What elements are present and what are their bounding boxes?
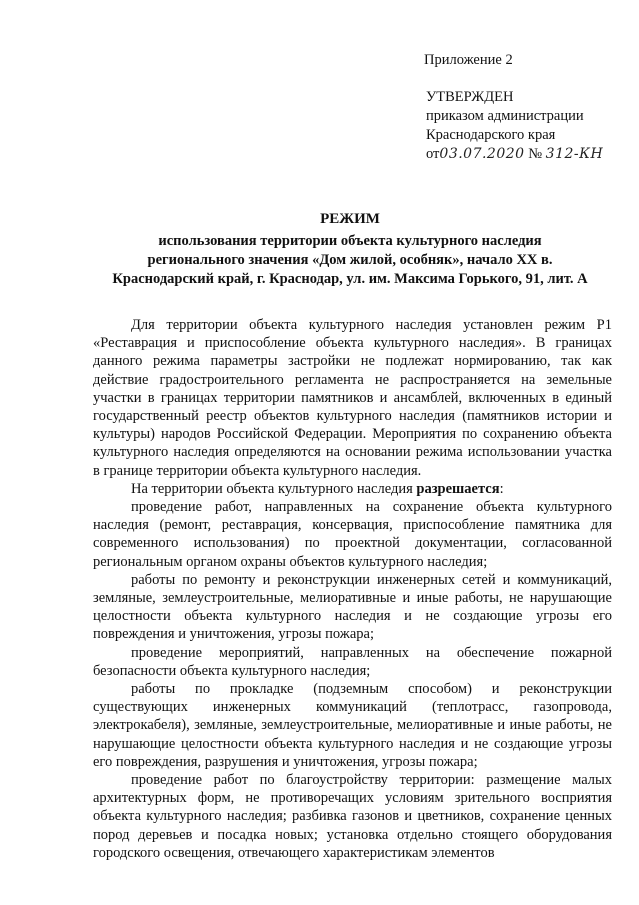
title-line-1: использования территории объекта культурного наследия (158, 233, 542, 249)
date-prefix: от (426, 146, 440, 162)
permitted-item-3: проведение мероприятий, направленных на обеспечение пожарной безопасности объекта культурного наследия; (93, 644, 612, 679)
document-title (80, 210, 620, 289)
approved-heading: УТВЕРЖДЕН (426, 89, 514, 105)
handwritten-date: 03.07.2020 (439, 146, 525, 162)
permitted-keyword: разрешается (416, 480, 500, 497)
permitted-intro-text: На территории объекта культурного наследия (131, 480, 417, 497)
approval-block (426, 88, 603, 164)
title-line-3: Краснодарский край, г. Краснодар, ул. им. Максима Горького, 91, лит. А (112, 271, 588, 287)
number-sign: № (528, 146, 543, 162)
date-number-line (426, 145, 603, 164)
handwritten-number: 312-КН (545, 146, 604, 162)
approved-line-1: приказом администрации (426, 108, 584, 124)
document-body (93, 316, 612, 862)
intro-paragraph: Для территории объекта культурного наследия установлен режим Р1 «Реставрация и приспособление объекта культурного наследия». В границах данного режима параметры застройки не подлежат нормированию, так как действие градостроительного регламента не распространяется на земельные участки в границах территории памятников и ансамблей, включенных в единый государственный реестр объектов культурного наследия (памятников истории и культуры) народов Российской Федерации. Мероприятия по сохранению объекта культурного наследия определяются на основании режима использовании участка в границе территории объекта культурного наследия. (93, 317, 612, 479)
title-heading: РЕЖИМ (320, 211, 380, 227)
permitted-colon: : (499, 480, 504, 497)
permitted-item-1: проведение работ, направленных на сохранение объекта культурного наследия (ремонт, реставрация, консервация, приспособление памятника для современного использования) по проектной документации, согласованной региональным органом охраны объектов культурного наследия; (93, 499, 612, 570)
permitted-item-5: проведение работ по благоустройству территории: размещение малых архитектурных форм, не противоречащих условиям зрительного восприятия объекта культурного наследия; разбивка газонов и цветников, сохранение ценных пород деревьев и посадка новых; установка отдельно стоящего оборудования городского освещения, отвечающего характеристикам элементов (93, 772, 612, 861)
approved-line-2: Краснодарского края (426, 127, 556, 143)
title-line-2: регионального значения «Дом жилой, особняк», начало XX в. (147, 252, 553, 268)
permitted-intro (93, 480, 612, 498)
permitted-item-2: работы по ремонту и реконструкции инженерных сетей и коммуникаций, земляные, землеустроительные, мелиоративные и иные работы, не нарушающие целостности объекта культурного наследия и не создающие угрозы его повреждения и уничтожения, угрозы пожара; (93, 571, 612, 643)
permitted-item-4: работы по прокладке (подземным способом) и реконструкции существующих инженерных коммуникаций (теплотрасс, газопровода, электрокабеля), земляные, землеустроительные, мелиоративные и иные работы, не нарушающие целостности объекта культурного наследия и не создающие угрозы его повреждения, разрушения и уничтожения, угрозы пожара; (93, 681, 612, 770)
appendix-label: Приложение 2 (424, 52, 513, 68)
